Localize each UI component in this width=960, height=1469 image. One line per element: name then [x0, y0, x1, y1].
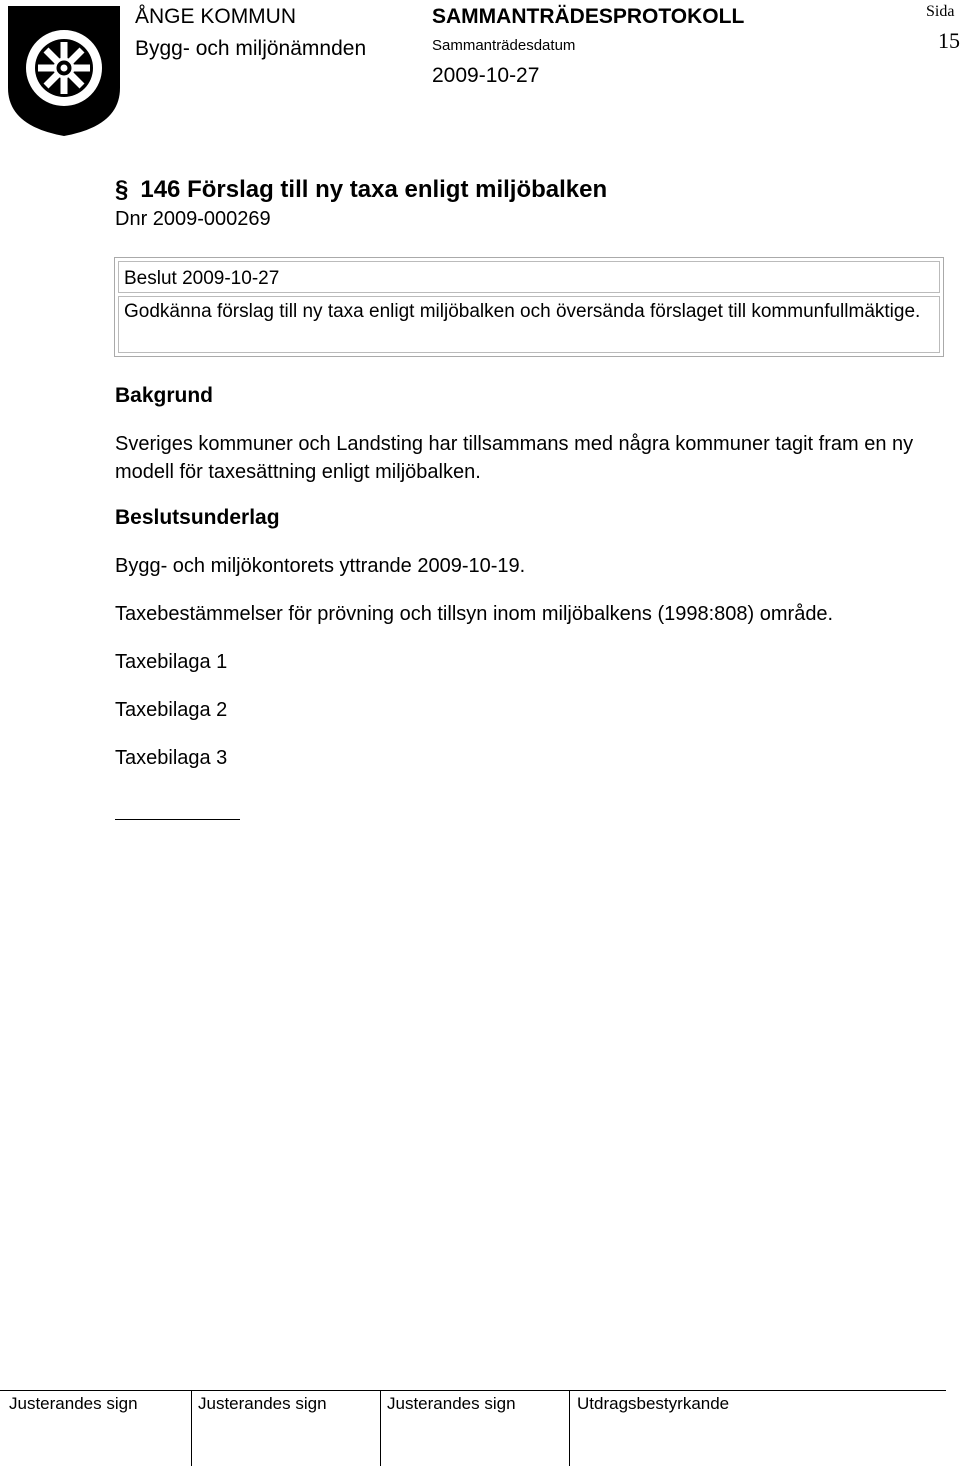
end-rule — [115, 819, 240, 820]
background-text: Sveriges kommuner och Landsting har tillsammans med några kommuner tagit fram en ny modell för taxesättning enligt miljöbalken. — [115, 433, 914, 483]
basis-item: Taxebilaga 3 — [115, 747, 228, 769]
section-title: 146 Förslag till ny taxa enligt miljöbalken — [140, 176, 608, 203]
basis-item: Taxebilaga 1 — [115, 651, 228, 673]
page-label: Sida — [926, 3, 955, 20]
decision-title-cell — [118, 261, 940, 293]
signature-table-top-border — [0, 1390, 946, 1391]
decision-text-cell — [118, 296, 940, 353]
decision-title: Beslut 2009-10-27 — [124, 268, 280, 289]
signature-label: Justerandes sign — [9, 1394, 138, 1413]
municipality-name: ÅNGE KOMMUN — [135, 5, 297, 28]
document-title: SAMMANTRÄDESPROTOKOLL — [432, 5, 745, 28]
basis-heading: Beslutsunderlag — [115, 506, 280, 529]
signature-label: Justerandes sign — [387, 1394, 516, 1413]
signature-column-divider — [380, 1390, 381, 1466]
municipality-coat-of-arms-logo — [6, 4, 122, 138]
basis-item: Taxebestämmelser för prövning och tillsyn inom miljöbalkens (1998:808) område. — [115, 603, 834, 625]
signature-label: Justerandes sign — [198, 1394, 327, 1413]
meeting-date-label: Sammanträdesdatum — [432, 37, 576, 54]
signature-column-divider — [569, 1390, 570, 1466]
board-name: Bygg- och miljönämnden — [135, 37, 367, 60]
background-heading: Bakgrund — [115, 384, 214, 407]
section-heading — [115, 176, 607, 204]
certification-label: Utdragsbestyrkande — [577, 1394, 730, 1413]
signature-column-divider — [191, 1390, 192, 1466]
paragraph-symbol: § — [115, 176, 129, 203]
meeting-date: 2009-10-27 — [432, 64, 540, 87]
diary-number: Dnr 2009-000269 — [115, 208, 271, 230]
page-number: 15 — [938, 28, 960, 53]
basis-item: Taxebilaga 2 — [115, 699, 228, 721]
decision-text: Godkänna förslag till ny taxa enligt miljöbalken och översända förslaget till kommunfullmäktige. — [124, 301, 921, 322]
basis-item: Bygg- och miljökontorets yttrande 2009-10-19. — [115, 555, 526, 577]
decision-box — [114, 257, 944, 357]
